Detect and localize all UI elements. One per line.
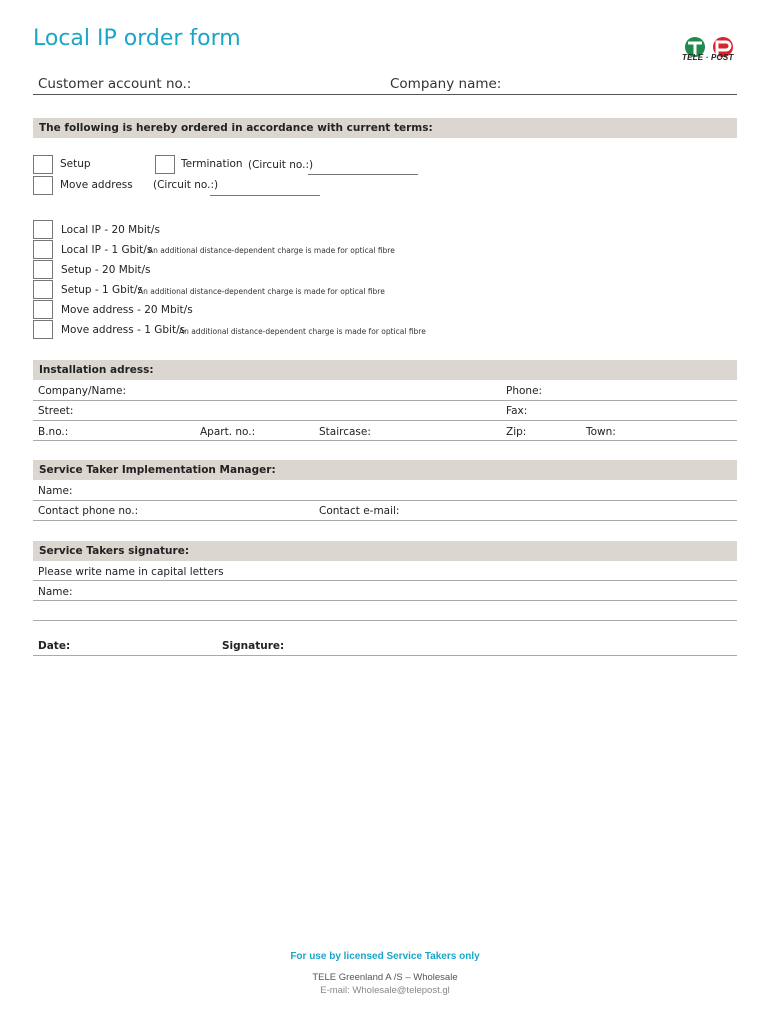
product-label: Local IP - 1 Gbit/s — [61, 244, 153, 256]
customer-account-label: Customer account no.: — [38, 76, 192, 92]
staircase-label: Staircase: — [319, 426, 371, 438]
product-label: Move address - 1 Gbit/s — [61, 324, 186, 336]
product-checkbox[interactable] — [33, 280, 53, 299]
bno-label: B.no.: — [38, 426, 69, 438]
product-checkbox[interactable] — [33, 300, 53, 319]
product-note: An additional distance-dependent charge is made for optical fibre — [138, 287, 385, 296]
signature-band: Service Takers signature: — [33, 541, 737, 561]
row-divider — [33, 580, 737, 581]
contact-email-label: Contact e-mail: — [319, 505, 400, 517]
circuit-no-field-2[interactable] — [210, 195, 320, 196]
row-divider — [33, 620, 737, 621]
product-checkbox[interactable] — [33, 260, 53, 279]
product-checkbox[interactable] — [33, 220, 53, 239]
footer-company: TELE Greenland A /S – Wholesale — [312, 972, 458, 983]
zip-label: Zip: — [506, 426, 527, 438]
footer-email: E-mail: Wholesale@telepost.gl — [320, 985, 450, 996]
move-address-checkbox[interactable] — [33, 176, 53, 195]
move-address-label: Move address — [60, 179, 133, 191]
termination-checkbox[interactable] — [155, 155, 175, 174]
product-label: Setup - 1 Gbit/s — [61, 284, 143, 296]
footer-licensed-note: For use by licensed Service Takers only — [290, 951, 480, 962]
installation-band: Installation adress: — [33, 360, 737, 380]
product-note: An additional distance-dependent charge is made for optical fibre — [179, 327, 426, 336]
manager-band: Service Taker Implementation Manager: — [33, 460, 737, 480]
street-label: Street: — [38, 405, 74, 417]
apart-label: Apart. no.: — [200, 426, 256, 438]
row-divider — [33, 420, 737, 421]
company-name-label: Company name: — [390, 76, 502, 92]
row-divider — [33, 520, 737, 521]
phone-label: Phone: — [506, 385, 543, 397]
setup-checkbox[interactable] — [33, 155, 53, 174]
circuit-no-label-2: (Circuit no.:) — [153, 179, 219, 191]
product-checkbox[interactable] — [33, 320, 53, 339]
manager-name-label: Name: — [38, 485, 73, 497]
fax-label: Fax: — [506, 405, 528, 417]
product-label: Move address - 20 Mbit/s — [61, 304, 193, 316]
town-label: Town: — [586, 426, 616, 438]
circuit-no-label-1: (Circuit no.:) — [248, 159, 314, 171]
page-title: Local IP order form — [33, 26, 241, 51]
product-checkbox[interactable] — [33, 240, 53, 259]
order-band: The following is hereby ordered in accordance with current terms: — [33, 118, 737, 138]
row-divider — [33, 440, 737, 441]
termination-label: Termination — [181, 158, 243, 170]
setup-label: Setup — [60, 158, 91, 170]
signature-label: Signature: — [222, 640, 285, 652]
product-label: Setup - 20 Mbit/s — [61, 264, 151, 276]
row-divider — [33, 655, 737, 656]
row-divider — [33, 600, 737, 601]
row-divider — [33, 400, 737, 401]
circuit-no-field-1[interactable] — [308, 174, 418, 175]
date-label: Date: — [38, 640, 71, 652]
header-divider — [33, 94, 737, 95]
row-divider — [33, 500, 737, 501]
capital-letters-instruction: Please write name in capital letters — [38, 566, 224, 578]
company-name-field-label: Company/Name: — [38, 385, 127, 397]
product-note: An additional distance-dependent charge is made for optical fibre — [148, 246, 395, 255]
product-label: Local IP - 20 Mbit/s — [61, 224, 160, 236]
signature-name-label: Name: — [38, 586, 73, 598]
logo-text: TELE · POST — [682, 53, 734, 62]
contact-phone-label: Contact phone no.: — [38, 505, 139, 517]
